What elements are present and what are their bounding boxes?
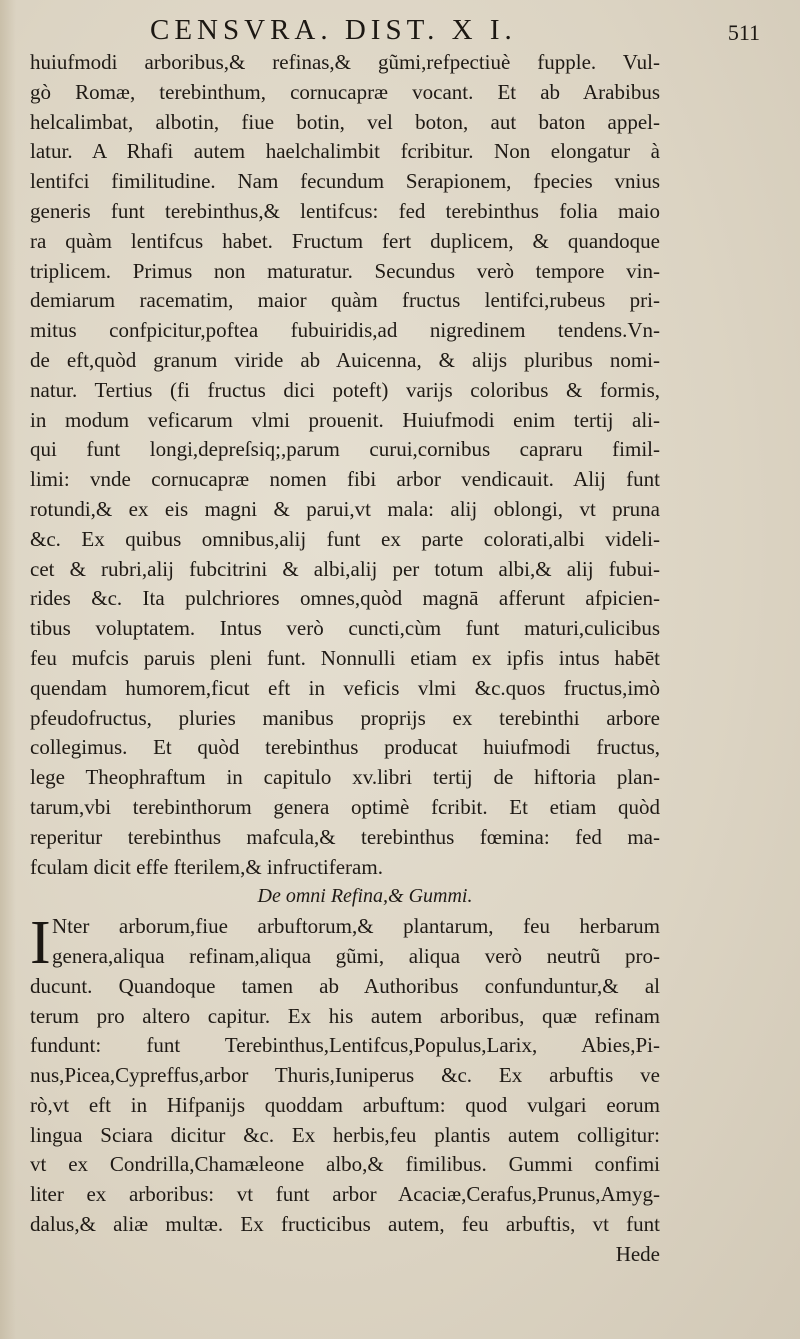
- text-line: huiufmodi arboribus,& refinas,& gũmi,refpectiuè fupple. Vul-: [30, 50, 660, 74]
- text-line: ducunt. Quandoque tamen ab Authoribus confunduntur,& al: [30, 973, 660, 998]
- text-line: helcalimbat, albotin, fiue botin, vel boton, aut baton appel-: [30, 109, 660, 134]
- text-line: genera,aliqua refinam,aliqua gũmi, aliqua verò neutrũ pro-: [52, 943, 660, 968]
- text-line: in modum veficarum vlmi prouenit. Huiufmodi enim tertij ali-: [30, 407, 660, 432]
- running-head: [150, 8, 760, 48]
- text-line: triplicem. Primus non maturatur. Secundus verò tempore vin-: [30, 258, 660, 283]
- text-line: rides &c. Ita pulchriores omnes,quòd magnā afferunt afpicien-: [30, 586, 660, 611]
- text-line: &c. Ex quibus omnibus,alij funt ex parte colorati,albi videli-: [30, 526, 660, 551]
- text-line: rò,vt eft in Hifpanijs quoddam arbuftum: quod vulgari eorum: [30, 1092, 660, 1117]
- text-line: demiarum racematim, maior quàm fructus lentifci,rubeus pri-: [30, 288, 660, 313]
- section-paragraph: [30, 909, 660, 1240]
- text-line: nus,Picea,Cypreffus,arbor Thuris,Iuniperus &c. Ex arbuftis ve: [30, 1063, 660, 1088]
- text-line: collegimus. Et quòd terebinthus producat huiufmodi fructus,: [30, 735, 660, 760]
- text-line: quendam humorem,ficut eft in veficis vlmi &c.quos fructus,imò: [30, 675, 660, 700]
- text-line: gò Romæ, terebinthum, cornucapræ vocant. Et ab Arabibus: [30, 79, 660, 104]
- catchword: Hede: [615, 1241, 660, 1266]
- text-line: lentifci fimilitudine. Nam fecundum Serapionem, fpecies vnius: [30, 169, 660, 194]
- text-line: ra quàm lentifcus habet. Fructum fert duplicem, & quandoque: [30, 228, 660, 253]
- text-line: pfeudofructus, pluries manibus proprijs ex terebinthi arbore: [30, 705, 660, 730]
- text-line: liter ex arboribus: vt funt arbor Acaciæ,Cerafus,Prunus,Amyg-: [30, 1182, 660, 1207]
- text-line: qui funt longi,depreſsiq;,parum curui,cornibus capraru fimil-: [30, 437, 660, 462]
- text-line: terum pro altero capitur. Ex his autem arboribus, quæ refinam: [30, 1003, 660, 1028]
- body-text: [30, 48, 660, 1270]
- text-line: lege Theophraftum in capitulo xv.libri tertij de hiftoria plan-: [30, 765, 660, 790]
- text-line: tibus voluptatem. Intus verò cuncti,cùm funt maturi,culicibus: [30, 616, 660, 641]
- running-title: CENSVRA. DIST. X I.: [150, 14, 517, 46]
- drop-capital: I: [30, 909, 51, 978]
- page-gutter-shadow: [0, 0, 16, 1339]
- text-line: tarum,vbi terebinthorum genera optimè fcribit. Et etiam quòd: [30, 794, 660, 819]
- text-line: mitus confpicitur,poftea fubuiridis,ad nigredinem tendens.Vn-: [30, 318, 660, 343]
- text-line: fculam dicit effe fterilem,& infructiferam.: [30, 854, 383, 879]
- text-line: limi: vnde cornucapræ nomen fibi arbor vendicauit. Alij funt: [30, 467, 660, 492]
- text-line: fundunt: funt Terebinthus,Lentifcus,Populus,Larix, Abies,Pi-: [30, 1033, 660, 1058]
- text-line: rotundi,& ex eis magni & parui,vt mala: alij oblongi, vt pruna: [30, 496, 660, 521]
- section-heading: De omni Refina,& Gummi.: [257, 885, 473, 908]
- page-number: 511: [727, 20, 760, 45]
- text-line: dalus,& aliæ multæ. Ex fructicibus autem, feu arbuftis, vt funt: [30, 1212, 660, 1237]
- text-line: generis funt terebinthus,& lentifcus: fed terebinthus folia maio: [30, 198, 660, 223]
- text-line: reperitur terebinthus mafcula,& terebinthus fœmina: fed ma-: [30, 824, 660, 849]
- text-line: natur. Tertius (fi fructus dici poteft) varijs coloribus & formis,: [30, 377, 660, 402]
- text-line: Nter arborum,fiue arbuftorum,& plantarum, feu herbarum: [52, 914, 660, 939]
- text-line: de eft,quòd granum viride ab Auicenna, & alijs pluribus nomi-: [30, 347, 660, 372]
- text-line: vt ex Condrilla,Chamæleone albo,& fimilibus. Gummi confimi: [30, 1152, 660, 1177]
- text-line: latur. A Rhafi autem haelchalimbit fcribitur. Non elongatur à: [30, 139, 660, 164]
- text-line: cet & rubri,alij fubcitrini & albi,alij per totum albi,& alij fubui-: [30, 556, 660, 581]
- text-line: lingua Sciara dicitur &c. Ex herbis,feu plantis autem colligitur:: [30, 1122, 660, 1147]
- text-line: feu mufcis paruis pleni funt. Nonnulli etiam ex ipfis intus habēt: [30, 645, 660, 670]
